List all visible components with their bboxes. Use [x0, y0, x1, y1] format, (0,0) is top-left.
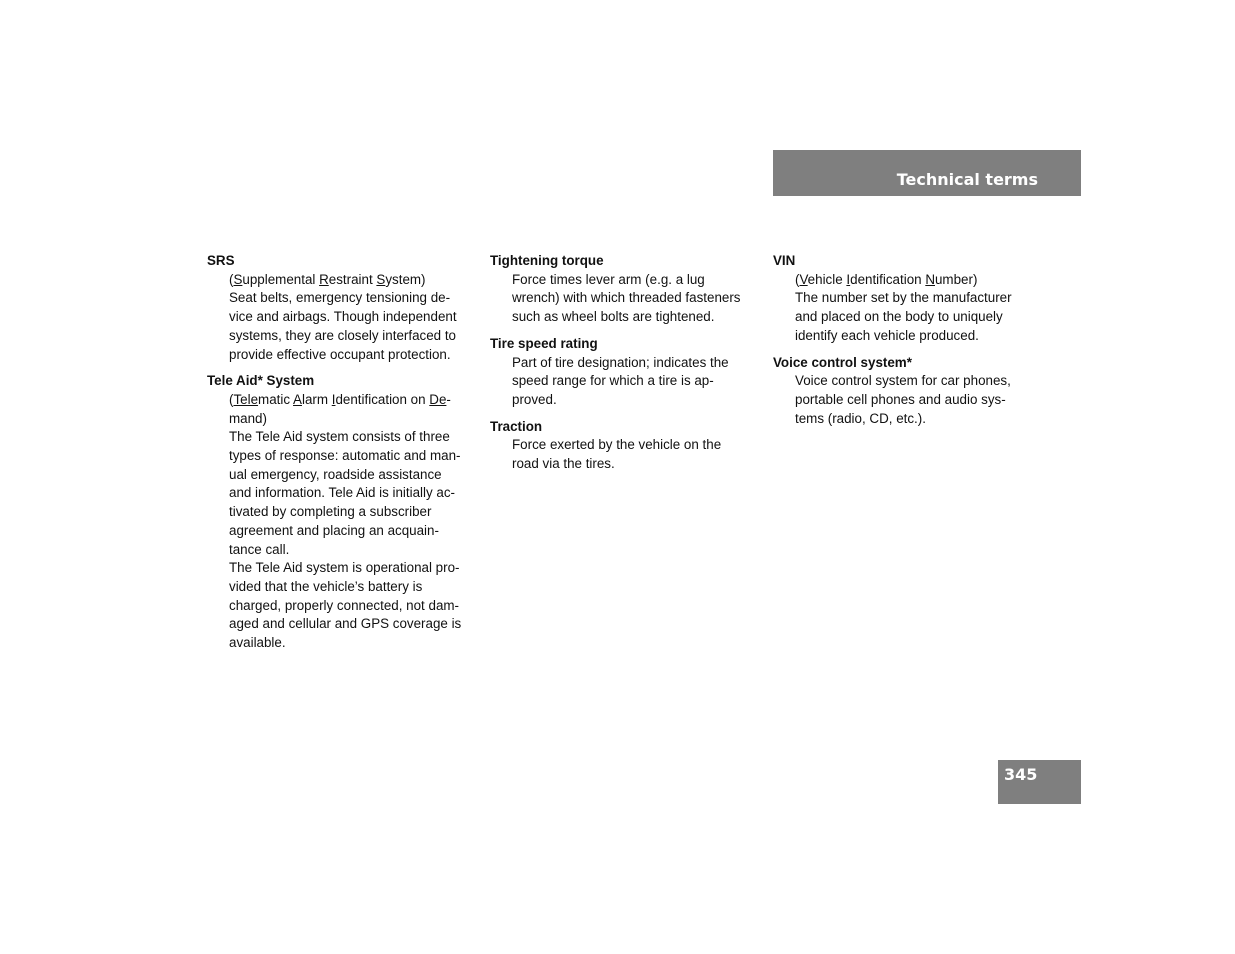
- definition-tire-speed-rating: [512, 354, 760, 410]
- definition-line: and placed on the body to uniquely: [795, 309, 1003, 325]
- column-2: [490, 252, 760, 482]
- definition-line: vided that the vehicle’s battery is: [229, 578, 423, 594]
- definition-line: provide effective occupant protection.: [229, 346, 451, 362]
- column-3: [773, 252, 1043, 436]
- definition-line: The number set by the manufacturer: [795, 290, 1012, 306]
- definition-line: Part of tire designation; indicates the: [512, 354, 729, 370]
- definition-tightening-torque: [512, 271, 760, 327]
- definition-line: aged and cellular and GPS coverage is: [229, 616, 462, 632]
- page-number: 345: [1004, 765, 1038, 784]
- definition-line: types of response: automatic and man-: [229, 448, 461, 464]
- definition-line: systems, they are closely interfaced to: [229, 327, 456, 343]
- definition-line: The Tele Aid system consists of three: [229, 429, 450, 445]
- definition-line: road via the tires.: [512, 456, 615, 472]
- term-tele-aid: Tele Aid* System: [207, 373, 315, 389]
- term-tire-speed-rating: Tire speed rating: [490, 335, 598, 351]
- definition-voice-control-system: [795, 372, 1043, 428]
- definition-line: tance call.: [229, 541, 290, 557]
- definition-line: vice and airbags. Though independent: [229, 309, 457, 325]
- section-title: Technical terms: [896, 170, 1038, 189]
- term-tightening-torque: Tightening torque: [490, 253, 604, 268]
- column-1: [207, 252, 477, 661]
- section-header-bar: [773, 150, 1081, 196]
- abbreviation-expansion: (Supplemental Restraint System): [229, 271, 426, 287]
- abbreviation-expansion: (Vehicle Identification Number): [795, 271, 978, 287]
- definition-line: tems (radio, CD, etc.).: [795, 410, 926, 426]
- page-number-box: [998, 760, 1081, 804]
- definition-line: available.: [229, 635, 286, 651]
- definition-line: The Tele Aid system is operational pro-: [229, 560, 460, 576]
- definition-line: ual emergency, roadside assistance: [229, 466, 442, 482]
- definition-line: such as wheel bolts are tightened.: [512, 309, 715, 325]
- definition-line: agreement and placing an acquain-: [229, 522, 439, 538]
- abbreviation-expansion: (Telematic Alarm Identification on De-: [229, 391, 451, 407]
- definition-line: identify each vehicle produced.: [795, 327, 979, 343]
- term-srs: SRS: [207, 253, 235, 268]
- definition-srs: [229, 271, 477, 365]
- definition-line: speed range for which a tire is ap-: [512, 373, 714, 389]
- definition-line: Force times lever arm (e.g. a lug: [512, 271, 705, 287]
- definition-line: proved.: [512, 391, 557, 407]
- definition-line: charged, properly connected, not dam-: [229, 597, 460, 613]
- definition-line: and information. Tele Aid is initially ac-: [229, 485, 456, 501]
- term-traction: Traction: [490, 418, 543, 434]
- definition-line: portable cell phones and audio sys-: [795, 391, 1006, 407]
- abbreviation-expansion-cont: mand): [229, 410, 267, 426]
- term-vin: VIN: [773, 253, 796, 268]
- definition-line: Voice control system for car phones,: [795, 373, 1011, 389]
- definition-vin: [795, 271, 1043, 346]
- definition-line: Seat belts, emergency tensioning de-: [229, 290, 451, 306]
- definition-tele-aid: [229, 391, 477, 653]
- definition-line: Force exerted by the vehicle on the: [512, 437, 722, 453]
- definition-line: tivated by completing a subscriber: [229, 504, 432, 520]
- definition-line: wrench) with which threaded fasteners: [512, 290, 741, 306]
- term-voice-control-system: Voice control system*: [773, 354, 912, 370]
- definition-traction: [512, 436, 760, 473]
